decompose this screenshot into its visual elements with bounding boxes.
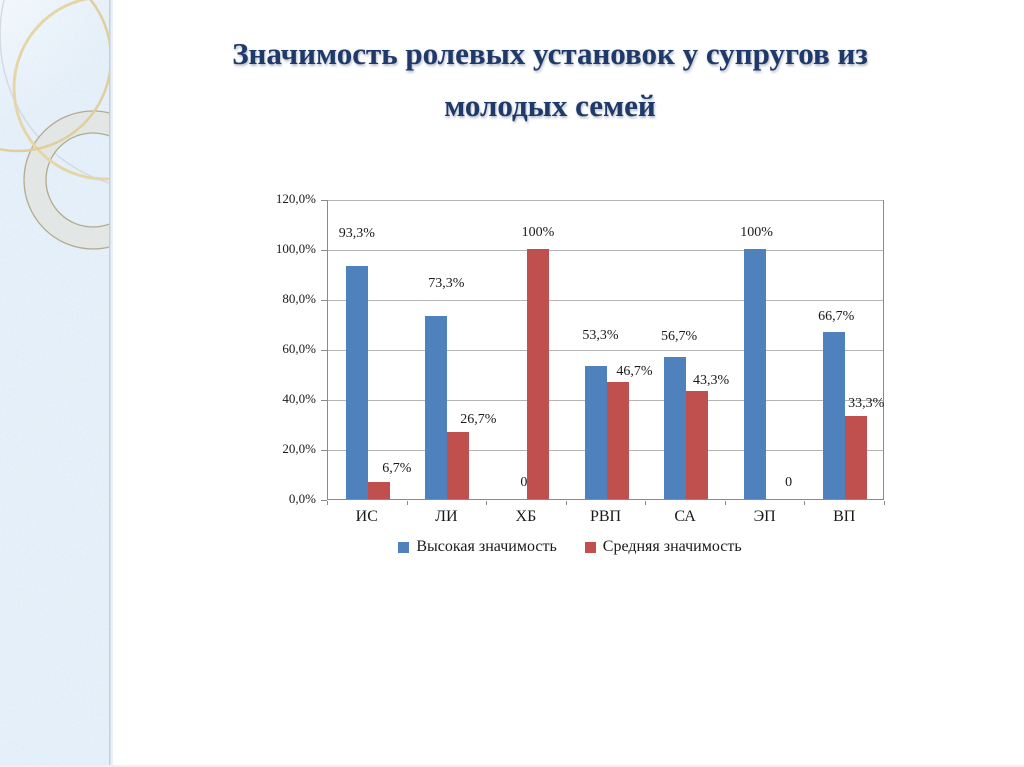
legend-item-high <box>398 538 556 556</box>
data-label: 66,7% <box>818 309 855 325</box>
slide-title <box>130 28 970 132</box>
x-category-label: ЭП <box>753 508 776 525</box>
x-axis-tick <box>327 501 328 505</box>
data-label: 0 <box>785 475 793 490</box>
y-axis-tick-label: 40,0% <box>282 391 316 406</box>
gridline <box>328 250 883 251</box>
x-category-label: ВП <box>833 508 856 525</box>
bar-chart <box>230 190 910 590</box>
legend-swatch <box>585 542 596 553</box>
data-label: 6,7% <box>382 461 412 477</box>
y-axis-tick-label: 120,0% <box>275 191 316 206</box>
x-category-label: ХБ <box>515 508 537 525</box>
x-category-label: ИС <box>355 508 378 525</box>
slide-theme-decoration <box>0 0 126 767</box>
y-axis-tick-label: 80,0% <box>282 291 316 306</box>
bar-medium-significance <box>845 416 867 499</box>
y-axis-tick <box>321 200 327 201</box>
x-axis-tick <box>884 501 885 505</box>
y-axis-tick-label: 60,0% <box>282 341 316 356</box>
data-label: 43,3% <box>692 372 730 388</box>
gridline <box>328 350 883 351</box>
bar-medium-significance <box>527 249 549 499</box>
data-label: 73,3% <box>428 275 465 291</box>
x-category-label: РВП <box>589 508 622 525</box>
x-axis-tick <box>645 501 646 505</box>
y-axis-tick <box>321 400 327 401</box>
bar-medium-significance <box>368 482 390 499</box>
y-axis-tick <box>321 300 327 301</box>
legend-swatch <box>398 542 409 553</box>
plot-area <box>327 200 884 500</box>
data-label: 100% <box>740 225 773 240</box>
data-label: 53,3% <box>582 327 619 343</box>
x-axis-tick <box>486 501 487 505</box>
bar-high-significance <box>585 366 607 499</box>
bar-high-significance <box>823 332 845 499</box>
y-axis-tick <box>321 250 327 251</box>
x-category-label: ЛИ <box>435 508 458 525</box>
bar-medium-significance <box>686 391 708 499</box>
x-axis-tick <box>407 501 408 505</box>
gridline <box>328 200 883 201</box>
x-axis-tick <box>804 501 805 505</box>
decorative-circles-graphic <box>0 0 126 767</box>
data-label: 56,7% <box>660 329 698 345</box>
bar-medium-significance <box>607 382 629 499</box>
x-axis-tick <box>725 501 726 505</box>
gridline <box>328 300 883 301</box>
slide-title-line2: молодых семей <box>444 88 656 123</box>
x-axis-tick <box>566 501 567 505</box>
y-axis-tick-label: 0,0% <box>288 491 316 506</box>
legend-item-medium <box>585 538 742 556</box>
legend-label: Высокая значимость <box>416 538 557 555</box>
y-axis-tick <box>321 350 327 351</box>
data-label: 100% <box>521 225 555 240</box>
chart-legend <box>230 538 910 556</box>
data-label: 0 <box>520 475 528 490</box>
y-axis-tick <box>321 450 327 451</box>
data-label: 26,7% <box>460 412 497 428</box>
slide-title-line1: Значимость ролевых установок у супругов из <box>232 36 868 71</box>
data-label: 46,7% <box>616 364 653 380</box>
x-category-label: СА <box>674 508 696 525</box>
legend-label: Средняя значимость <box>602 538 742 555</box>
y-axis-tick-label: 20,0% <box>282 441 316 456</box>
data-label: 33,3% <box>848 395 885 411</box>
bar-medium-significance <box>447 432 469 499</box>
y-axis-tick-label: 100,0% <box>275 241 316 256</box>
data-label: 93,3% <box>338 225 375 241</box>
